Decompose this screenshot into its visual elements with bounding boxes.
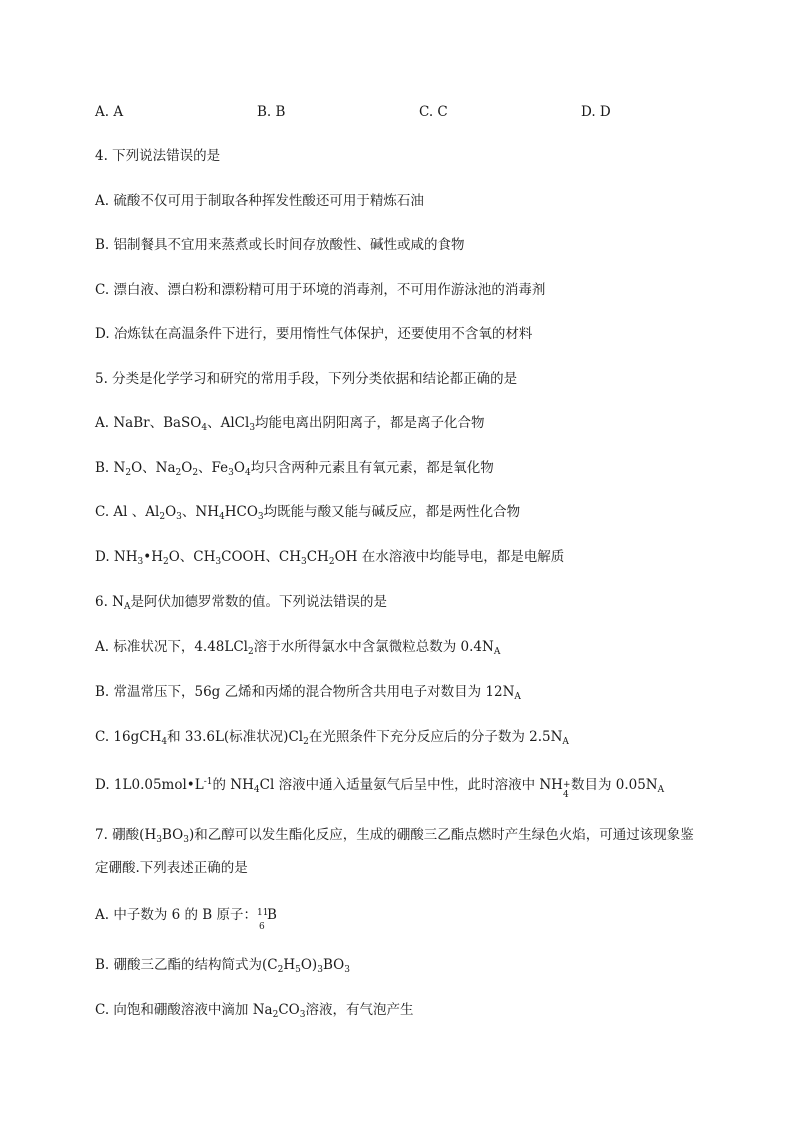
q7-stem-line1: 7. 硼酸$(H_3BO_3)$和乙醇可以发生酯化反应，生成的硼酸三乙酯点燃时产生绿色火焰，可通过该现象鉴 [95, 827, 694, 845]
q5-option-a: A. NaBr、BaSO$_4$、AlCl$_3$均能电离出阴阳离子，都是离子化合物 [95, 415, 485, 433]
q5-option-d: D. $NH_3•H_2O$、$CH_3COOH$、$CH_3CH_2OH$ 在水溶液中均能导电，都是电解质 [95, 549, 565, 567]
q6-stem: 6. $N_A$是阿伏加德罗常数的值。下列说法错误的是 [95, 594, 387, 612]
q5-stem: 5. 分类是化学学习和研究的常用手段，下列分类依据和结论都正确的是 [95, 371, 518, 387]
ammonium-charge: + 4 [562, 779, 571, 800]
q7-option-a: A. 中子数为 6 的 B 原子： 11 6 B [95, 907, 277, 932]
prev-option-c: C. C [419, 104, 448, 120]
q6-option-a: A. 标准状况下，4.48LCl$_2$溶于水所得氯水中含氯微粒总数为 $0.4N_A$ [95, 639, 501, 657]
q4-option-c: C. 漂白液、漂白粉和漂粉精可用于环境的消毒剂，不可用作游泳池的消毒剂 [95, 282, 546, 298]
nuclide-notation: 11 6 [257, 907, 269, 932]
q5-option-c: C. Al 、$Al_2O_3$、$NH_4HCO_3$均既能与酸又能与碱反应，都是两性化合物 [95, 504, 521, 522]
q4-option-d: D. 冶炼钛在高温条件下进行，要用惰性气体保护，还要使用不含氧的材料 [95, 326, 533, 342]
q5-option-b: B. $N_2O$、$Na_2O_2$、$Fe_3O_4$均只含两种元素且有氧元素，都是氧化物 [95, 460, 494, 478]
q7-option-b: B. 硼酸三乙酯的结构简式为$(C_2H_5O)_3BO_3$ [95, 957, 350, 975]
prev-option-d: D. D [581, 104, 611, 120]
q4-stem: 4. 下列说法错误的是 [95, 148, 221, 164]
q4-option-b: B. 铝制餐具不宜用来蒸煮或长时间存放酸性、碱性或咸的食物 [95, 237, 465, 253]
q6-option-c: C. 16gCH$_4$和 33.6L(标准状况)$Cl_2$在光照条件下充分反应后的分子数为 $2.5N_A$ [95, 729, 569, 747]
q7-option-c: C. 向饱和硼酸溶液中滴加 $Na_2CO_3$溶液，有气泡产生 [95, 1002, 414, 1020]
prev-option-a: A. A [95, 104, 124, 120]
q4-option-a: A. 硫酸不仅可用于制取各种挥发性酸还可用于精炼石油 [95, 193, 424, 209]
q6-option-d: D. $1L0.05mol•L^{-1}$的 $NH_4Cl$ 溶液中通入适量氨气后呈中性，此时溶液中 NH + 4 数目为 $0.05N_A$ [95, 777, 665, 800]
q7-stem-line2: 定硼酸.下列表述正确的是 [95, 860, 248, 876]
prev-option-b: B. B [257, 104, 286, 120]
q6-option-b: B. 常温常压下，56g 乙烯和丙烯的混合物所含共用电子对数目为 $12N_A$ [95, 684, 521, 702]
